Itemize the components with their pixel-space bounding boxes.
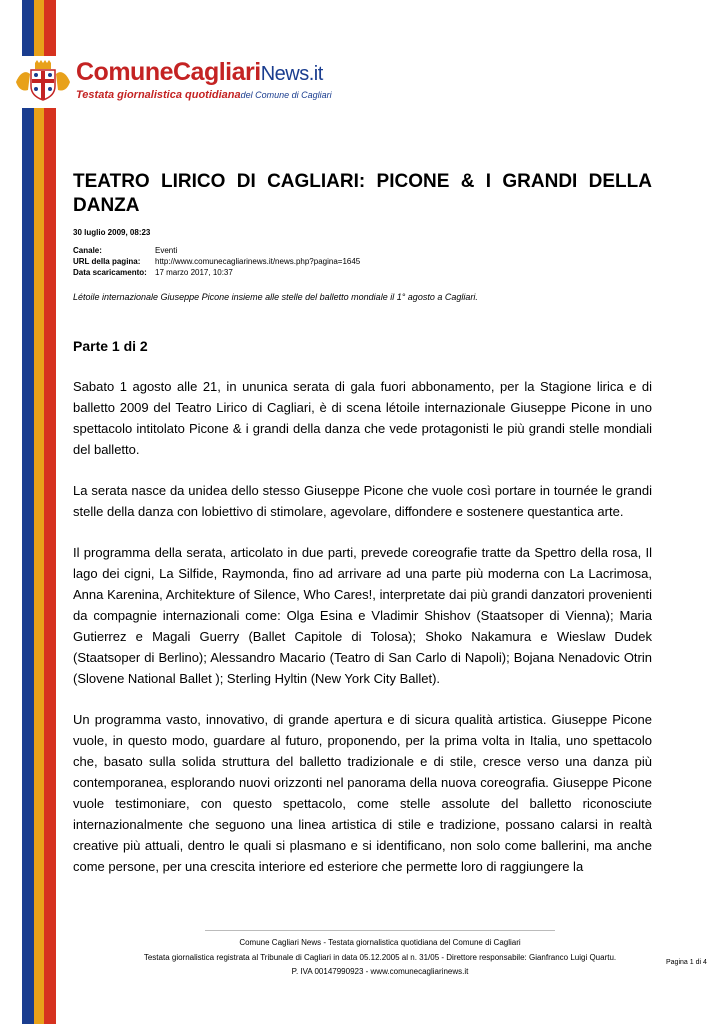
meta-value: 17 marzo 2017, 10:37 [155,268,233,277]
page-number: Pagina 1 di 4 [666,959,707,966]
footer-line-1: Comune Cagliari News - Testata giornalistica quotidiana del Comune di Cagliari [239,938,521,947]
article-paragraph: La serata nasce da unidea dello stesso Giuseppe Picone che vuole così portare in tournée le grandi stelle della danza con lobiettivo di stimolare, agevolare, diffondere e sostenere questantica arte. [73,483,652,519]
coat-of-arms-icon [14,60,72,102]
logo-tagline [76,89,332,101]
meta-row-download [73,267,652,278]
article [73,170,652,877]
tagline-main: Testata giornalistica quotidiana [76,89,241,101]
stripe-blue [22,0,34,1024]
logo-suffix: News.it [260,63,323,85]
side-stripes [22,0,56,1024]
article-paragraph: Un programma vasto, innovativo, di grande apertura e di sicura qualità artistica. Giuseppe Picone vuole, in questo modo, guardare al futuro, proponendo, per la prima volta in Italia, uno spettacolo che, basato sulla solida struttura del balletto tradizionale e di stile, cresce verso una danza più contemporanea, esplorando nuovi orizzonti nel panorama della nuova coreografia. Giuseppe Picone vuole testimoniare, con questo spettacolo, come stelle assolute del balletto riconosciute internazionalmente che seguono una linea artistica di stile e tradizione, possano calarsi in realtà creative più attuali, dentro le quali si plasmano e si identificano, non solo come ballerini, ma anche come persone, per una crescita interiore ed esteriore che permette loro di raggiungere la [73,712,652,874]
meta-key: Data scaricamento: [73,268,147,277]
site-logo[interactable] [10,56,330,108]
stripe-gold [34,0,44,1024]
article-title [73,170,652,218]
article-meta [73,245,652,278]
meta-value: Eventi [155,246,178,255]
article-paragraph: Il programma della serata, articolato in due parti, prevede coreografie tratte da Spettro della rosa, Il lago dei cigni, La Silfide, Raymonda, fino ad arrivare ad una parte più moderna con La Lacrimosa, Anna Karenina, Architekture of Silence, Who Cares!, interpretate dai più grandi danzatori provenienti da compagnie internazionali come: Olga Esina e Vladimir Shishov (Staatsoper di Vienna); Maria Gutierrez e Magali Guerry (Ballet Capitole di Tolosa); Shoko Nakamura e Wieslaw Dudek (Staatsoper di Berlino); Alessandro Macario (Teatro di San Carlo di Napoli); Bojana Nenadovic Otrin (Slovene National Ballet ); Sterling Hyltin (New York City Ballet). [73,545,652,686]
footer-line-2: Testata giornalistica registrata al Tribunale di Cagliari in data 05.12.2005 al n. 31/05 - Direttore responsabile: Gianfranco Luigi Quartu. [143,953,617,962]
meta-key: URL della pagina: [73,257,141,266]
stripe-red [44,0,56,1024]
article-title-line2: DANZA [73,195,140,216]
page-url-link[interactable]: http://www.comunecagliarinews.it/news.php?pagina=1645 [155,257,361,266]
tagline-rest: del Comune di Cagliari [240,90,332,100]
article-summary: Létoile internazionale Giuseppe Picone insieme alle stelle del balletto mondiale il 1° agosto a Cagliari. [73,292,478,302]
logo-name: ComuneCagliari [76,58,261,86]
meta-row-url [73,256,652,267]
footer-divider [205,930,555,931]
logo-title [76,58,323,87]
article-paragraph: Sabato 1 agosto alle 21, in ununica serata di gala fuori abbonamento, per la Stagione lirica e di balletto 2009 del Teatro Lirico di Cagliari, è di scena létoile internazionale Giuseppe Picone in uno spettacolo intitolato Picone & i grandi della danza che vede protagonisti le più grandi stelle mondiali del balletto. [73,379,652,457]
meta-row-channel [73,245,652,256]
meta-key: Canale: [73,246,102,255]
article-date: 30 luglio 2009, 08:23 [73,228,151,237]
part-heading: Parte 1 di 2 [73,338,148,354]
article-title-line1: TEATRO LIRICO DI CAGLIARI: PICONE & I GRANDI DELLA [73,171,652,192]
footer-line-3: P. IVA 00147990923 - www.comunecagliarinews.it [291,967,469,976]
